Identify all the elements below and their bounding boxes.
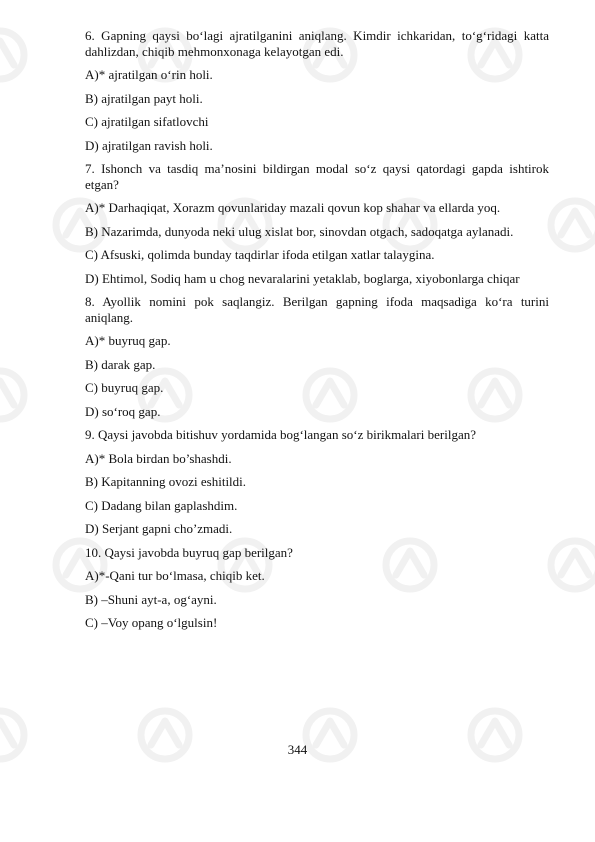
text-line: 10. Qaysi javobda buyruq gap berilgan?: [85, 544, 293, 560]
watermark-mark: [561, 551, 589, 575]
text-line: A)*-Qani tur bo‘lmasa, chiqib ket.: [85, 568, 265, 583]
text-line: D) Serjant gapni cho’zmadi.: [85, 521, 233, 536]
text-line: A)* Bola birdan bo’shashdi.: [85, 450, 232, 466]
text-line: B) darak gap.: [85, 356, 156, 372]
watermark-mark: [551, 541, 595, 589]
page-number: 344: [287, 742, 308, 757]
text-line: 8. Ayollik nomini pok saqlangiz. Berilgan gapning ifoda maqsadiga ko‘ra turini aniqlang.: [85, 294, 549, 325]
text-line: 7. Ishonch va tasdiq ma’nosini bildirgan modal so‘z qaysi qatordagi gapda ishtirok etgan?: [85, 161, 549, 192]
text-line: A)* Darhaqiqat, Xorazm qovunlariday mazali qovun kop shahar va ellarda yoq.: [85, 200, 501, 215]
text-line: A)* ajratilgan o‘rin holi.: [85, 67, 213, 82]
text-line: C) Dadang bilan gaplashdim.: [85, 497, 238, 513]
watermark-mark: [0, 31, 24, 79]
text-line: B) Nazarimda, dunyoda neki ulug xislat bor, sinovdan otgach, sadoqatga aylanadi.: [85, 223, 514, 239]
text-line: C) Afsuski, qolimda bunday taqdirlar ifoda etilgan xatlar talaygina.: [85, 247, 435, 262]
text-line: A)* buyruq gap.: [85, 333, 171, 348]
text-line: 6. Gapning qaysi bo‘lagi ajratilganini aniqlang. Kimdir ichkaridan, to‘g‘ridagi katta dahlizdan, chiqib mehmonxonaga kelayotgan edi.: [85, 28, 549, 59]
text-line: D) ajratilgan ravish holi.: [85, 137, 213, 153]
watermark-mark: [0, 371, 24, 419]
text-line: C) –Voy opang o‘lgulsin!: [85, 615, 218, 630]
watermark-mark: [551, 201, 595, 249]
text-line: 9. Qaysi javobda bitishuv yordamida bog‘langan so‘z birikmalari berilgan?: [85, 427, 476, 442]
text-line: D) so‘roq gap.: [85, 403, 161, 419]
text-line: D) Ehtimol, Sodiq ham u chog nevaralarini yetaklab, boglarga, xiyobonlarga chiqar: [85, 270, 520, 286]
question-list: [85, 28, 549, 639]
text-line: C) ajratilgan sifatlovchi: [85, 114, 209, 129]
text-line: B) –Shuni ayt-a, og‘ayni.: [85, 591, 217, 607]
text-line: C) buyruq gap.: [85, 380, 164, 395]
watermark-mark: [561, 211, 589, 235]
watermark-mark: [0, 381, 14, 405]
watermark-mark: [0, 41, 14, 65]
text-line: B) Kapitanning ovozi eshitildi.: [85, 474, 247, 489]
text-line: B) ajratilgan payt holi.: [85, 90, 203, 106]
